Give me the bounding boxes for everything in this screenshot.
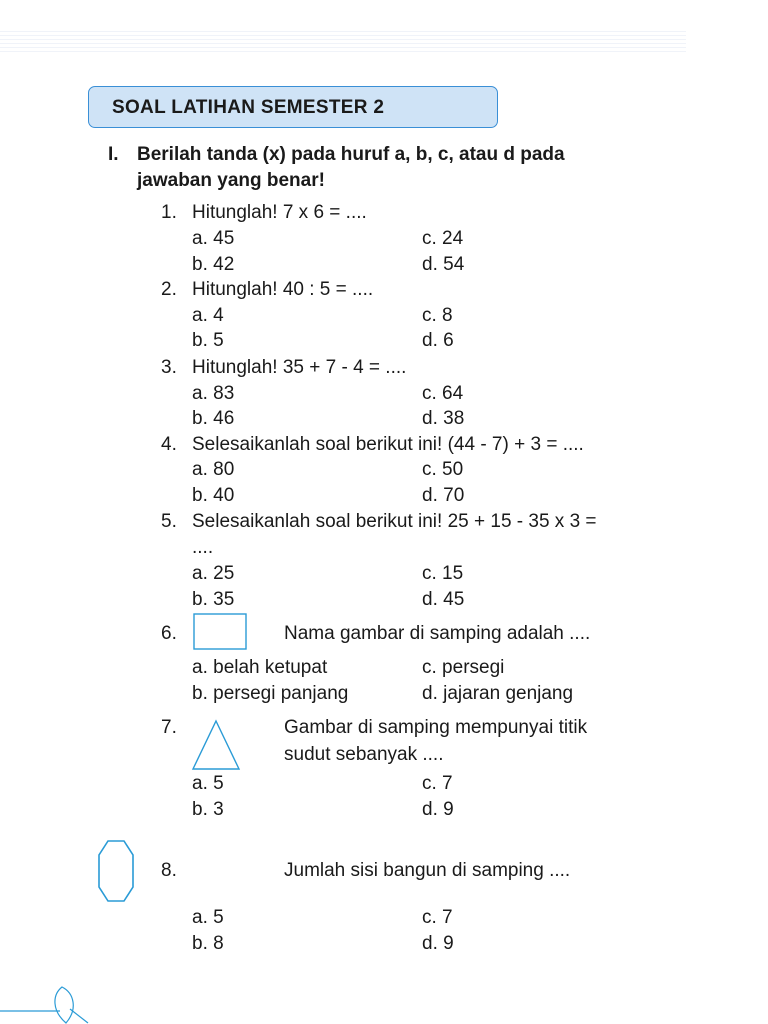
option-a[interactable]: a. belah ketupat [192, 657, 328, 678]
question-text: Hitunglah! 35 + 7 - 4 = .... [192, 357, 407, 378]
option-c[interactable]: c. 50 [422, 459, 464, 480]
option-c[interactable]: c. 7 [422, 907, 453, 928]
instruction-line-1: Berilah tanda (x) pada huruf a, b, c, atau d pada [137, 144, 565, 165]
question-text: Selesaikanlah soal berikut ini! (44 - 7) + 3 = .... [192, 434, 584, 455]
option-b[interactable]: b. 5 [192, 330, 224, 351]
option-a[interactable]: a. 25 [192, 563, 235, 584]
option-b[interactable]: b. 35 [192, 589, 235, 610]
question-number: 8. [161, 860, 177, 881]
question-number: 6. [161, 623, 177, 644]
octagon-figure [96, 838, 136, 904]
section-numeral: I. [108, 144, 119, 165]
question-number: 2. [161, 279, 177, 300]
option-a[interactable]: a. 5 [192, 773, 224, 794]
option-d[interactable]: d. 9 [422, 799, 454, 820]
page-title: SOAL LATIHAN SEMESTER 2 [112, 97, 385, 118]
option-b[interactable]: b. 40 [192, 485, 235, 506]
option-c[interactable]: c. 24 [422, 228, 464, 249]
question-text: Jumlah sisi bangun di samping .... [284, 860, 571, 881]
square-figure [193, 613, 247, 651]
option-d[interactable]: d. 38 [422, 408, 465, 429]
question-number: 5. [161, 511, 177, 532]
question-text-continued: .... [192, 537, 214, 558]
option-a[interactable]: a. 5 [192, 907, 224, 928]
triangle-figure [190, 718, 242, 772]
header-pattern [0, 28, 686, 52]
question-text-continued: sudut sebanyak .... [284, 744, 444, 765]
option-b[interactable]: b. 46 [192, 408, 235, 429]
option-d[interactable]: d. jajaran genjang [422, 683, 574, 704]
question-text: Hitunglah! 40 : 5 = .... [192, 279, 374, 300]
option-b[interactable]: b. 8 [192, 933, 224, 954]
option-c[interactable]: c. 7 [422, 773, 453, 794]
option-a[interactable]: a. 83 [192, 383, 235, 404]
option-c[interactable]: c. persegi [422, 657, 505, 678]
option-a[interactable]: a. 80 [192, 459, 235, 480]
option-b[interactable]: b. persegi panjang [192, 683, 349, 704]
option-c[interactable]: c. 64 [422, 383, 464, 404]
instruction-line-2: jawaban yang benar! [137, 170, 325, 191]
option-d[interactable]: d. 6 [422, 330, 454, 351]
option-c[interactable]: c. 15 [422, 563, 464, 584]
option-a[interactable]: a. 4 [192, 305, 224, 326]
question-text: Gambar di samping mempunyai titik [284, 717, 588, 738]
option-d[interactable]: d. 70 [422, 485, 465, 506]
option-a[interactable]: a. 45 [192, 228, 235, 249]
question-number: 1. [161, 202, 177, 223]
option-d[interactable]: d. 54 [422, 254, 465, 275]
option-c[interactable]: c. 8 [422, 305, 453, 326]
option-d[interactable]: d. 9 [422, 933, 454, 954]
option-b[interactable]: b. 42 [192, 254, 235, 275]
question-text: Nama gambar di samping adalah .... [284, 623, 591, 644]
question-number: 3. [161, 357, 177, 378]
question-number: 4. [161, 434, 177, 455]
question-text: Hitunglah! 7 x 6 = .... [192, 202, 367, 223]
option-d[interactable]: d. 45 [422, 589, 465, 610]
leaf-decoration-icon [0, 985, 100, 1024]
question-text: Selesaikanlah soal berikut ini! 25 + 15 - 35 x 3 = [192, 511, 597, 532]
question-number: 7. [161, 717, 177, 738]
option-b[interactable]: b. 3 [192, 799, 224, 820]
